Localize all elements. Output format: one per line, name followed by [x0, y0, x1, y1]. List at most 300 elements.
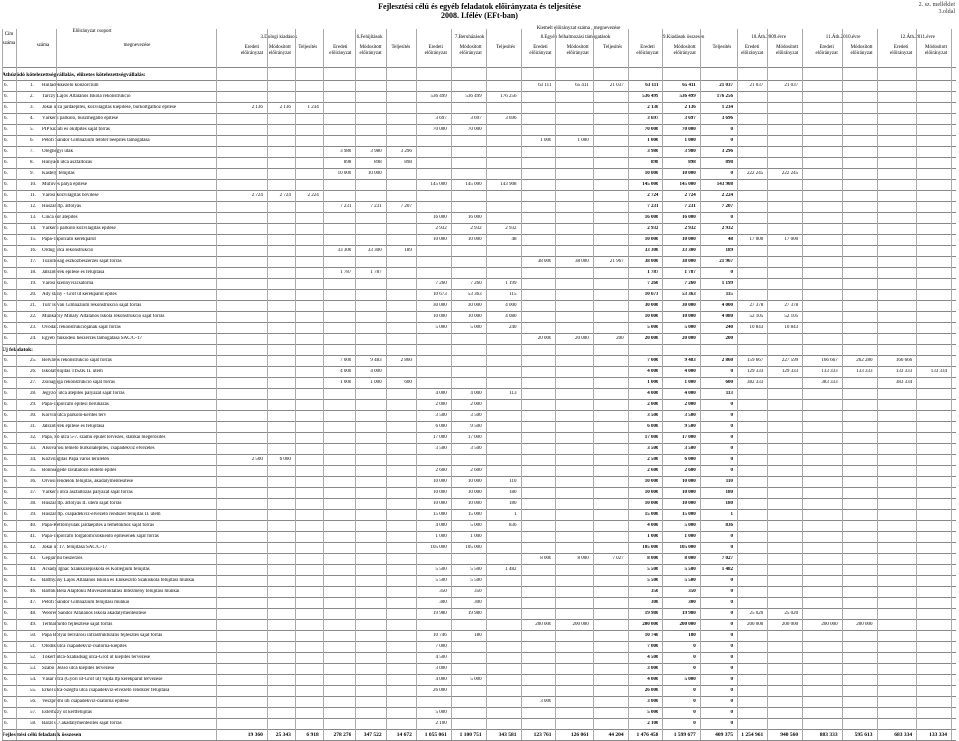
cell-g9-0: 2 932	[647, 226, 659, 231]
cell-g9-0: 10 746	[644, 633, 659, 638]
cell-g9-0: 19 980	[644, 611, 659, 616]
col-head-megnevezes: megnevezése	[123, 43, 151, 48]
row-number: 45.	[30, 578, 37, 583]
cell-g9-0: 7 000	[647, 358, 659, 363]
row-number: 41.	[30, 534, 37, 539]
annex-line-2: 3.oldal	[938, 9, 955, 15]
row-description: Közvilágítás Pápa város területén	[42, 457, 110, 462]
cell-a9-0: 129 333	[746, 369, 764, 374]
row-cim: 6.	[4, 435, 8, 440]
cell-g6-2: 7 207	[400, 204, 412, 209]
row-cim: 6.	[4, 83, 8, 88]
group-head-2009: 10.Áth.2009.évre	[751, 35, 787, 40]
col-subhead: Teljesítés	[496, 45, 515, 50]
row-description: Egyéb működési beszerzés támogatása SAC/C-17	[42, 336, 142, 341]
row-number: 30.	[30, 413, 37, 418]
cell-g9-0: 200 000	[642, 622, 659, 627]
row-cim: 6.	[4, 182, 8, 187]
row-description: Városi közvilágítás bővítése	[42, 193, 99, 198]
cell-g3-2: 2 224	[307, 193, 319, 198]
cell-g9-1: 10 000	[681, 171, 696, 176]
row-number: 28.	[30, 391, 37, 396]
cell-g9-0: 1 787	[647, 270, 659, 275]
row-cim: 6.	[4, 699, 8, 704]
group-head-2010: 11.Áth.2010.évre	[825, 35, 861, 40]
cell-g9-0: 4 000	[647, 369, 659, 374]
cell-g9-0: 10 673	[644, 292, 659, 297]
cell-g6-1: 898	[374, 160, 382, 165]
annex-line-1: 2. sz. melléklet	[918, 2, 955, 8]
col-subhead: Módosított előirányzat	[268, 45, 291, 56]
cell-g9-1: 10 000	[681, 501, 696, 506]
group-head-3: 3.Dologi kiadások	[260, 35, 298, 40]
row-description: Hunyadi utca aszfaltozás	[42, 160, 92, 165]
col-subhead: Módosított előirányzat	[775, 45, 799, 56]
cell-g7-0: 5 500	[435, 578, 447, 583]
cell-g9-1: 10 000	[681, 479, 696, 484]
cell-g9-1: 5 000	[684, 677, 696, 682]
cell-g9-0: 4 000	[647, 391, 659, 396]
row-number: 26.	[30, 369, 37, 374]
cell-g9-2: 180	[725, 501, 733, 506]
cell-g7-1: 16 000	[467, 215, 482, 220]
cell-g6-2: 189	[404, 248, 412, 253]
col-subhead: Módosított előirányzat	[566, 45, 589, 56]
cell-g7-0: 2 100	[435, 721, 447, 726]
row-number: 38.	[30, 501, 37, 506]
cell-g8-0: 200 000	[535, 622, 552, 627]
cell-g9-0: 3 500	[647, 446, 659, 451]
cell-g9-2: 48	[727, 237, 733, 242]
cell-g7-1: 19 980	[467, 611, 482, 616]
cell-a11-0: 383 334	[895, 380, 913, 385]
cell-g9-1: 38 000	[681, 259, 696, 264]
cell-g9-1: 15 000	[681, 512, 696, 517]
cell-g7-1: 180	[474, 633, 482, 638]
cell-a9-0: 27 378	[749, 303, 764, 308]
cell-g9-2: 0	[730, 600, 733, 605]
cell-g9-0: 145 000	[642, 182, 659, 187]
cell-g9-2: 0	[730, 127, 733, 132]
cell-g9-1: 0	[693, 710, 696, 715]
cell-g9-0: 6 000	[647, 424, 659, 429]
cell-g7-0: 105 000	[430, 545, 447, 550]
row-number: 20.	[30, 292, 37, 297]
cell-g7-0: 1 000	[435, 534, 447, 539]
cell-g9-1: 1 000	[684, 380, 696, 385]
cell-g9-2: 0	[730, 457, 733, 462]
row-description: Pápa-Tapolcafő forgalomcsökkentő építésének saját forrás	[42, 534, 159, 539]
col-subhead: Teljesítés	[712, 45, 732, 50]
cell-g9-1: 7 231	[684, 204, 696, 209]
col-subhead: Eredeti előirányzat	[240, 45, 264, 56]
cell-g9-1: 2 932	[684, 226, 696, 231]
row-description: Türr István Gimnázium rekonstrukció saját forrás	[42, 303, 142, 308]
cell-g8-2: 7 027	[612, 556, 624, 561]
col-subhead: Eredeti előirányzat	[424, 45, 447, 56]
cell-g7-0: 6 000	[435, 424, 447, 429]
row-description: Várkerti parkoló, buszmegálló építése	[42, 116, 119, 121]
row-description: Huszár ltp. átfolyás	[42, 204, 82, 209]
row-description: Pápa Bólyai belvárosi infrastrukturális fejlesztés saját forrás	[42, 633, 163, 638]
cell-g9-2: 176 256	[716, 94, 733, 99]
column-rule	[916, 29, 917, 740]
row-number: 29.	[30, 402, 37, 407]
cell-g6-2: 3 296	[400, 149, 412, 154]
row-description: Jegyzői utca átépítés pályázat saját forrás	[42, 391, 125, 396]
row-number: 31.	[30, 424, 37, 429]
cell-g7-1: 10 000	[467, 314, 482, 319]
cell-g9-2: 600	[725, 380, 733, 385]
row-description: Iskolafelújítás TISZK II. ütem	[42, 369, 103, 374]
group-head-9: 9.Kiadások összesen	[663, 35, 705, 40]
cell-g7-0: 4 000	[435, 677, 447, 682]
cell-g7-1: 5 000	[470, 677, 482, 682]
row-description: Vásár utca (Győri út-Gróf út) Vajda ltp kerékpárút tervezése	[42, 677, 163, 682]
total-g9-2: 409 375	[715, 732, 733, 738]
cell-g9-0: 38 000	[644, 259, 659, 264]
cell-g9-2: 898	[725, 160, 733, 165]
cell-g9-2: 7 207	[721, 204, 733, 209]
row-description: Tűzoltóság eszközbeszerzés saját forrás	[42, 259, 122, 264]
cell-g6-1: 1 000	[370, 380, 382, 385]
row-description: Erkel utca-Szegfű utca csapadékvíz-elvezető rendszer felújítása	[42, 688, 170, 693]
row-cim: 6.	[4, 391, 8, 396]
cell-g9-1: 3 500	[684, 446, 696, 451]
cell-g9-0: 3 980	[647, 149, 659, 154]
cell-g7-0: 30 000	[433, 303, 447, 308]
cell-g3-1: 2 724	[279, 193, 291, 198]
row-number: 11.	[30, 193, 37, 198]
cell-a9-1: 27 378	[784, 303, 799, 308]
row-cim: 6.	[4, 567, 8, 572]
cell-g9-2: 836	[725, 523, 733, 528]
cell-g3-0: 2 500	[251, 457, 263, 462]
cell-g7-1: 105 000	[465, 545, 482, 550]
row-number: 51.	[30, 644, 37, 649]
cell-g9-1: 145 000	[679, 182, 696, 187]
row-cim: 6.	[4, 589, 8, 594]
cell-a11-1: 133 334	[930, 369, 948, 374]
cell-g9-2: 0	[730, 677, 733, 682]
row-number: 5.	[30, 127, 34, 132]
cell-g7-1: 536 499	[465, 94, 482, 99]
cell-g9-0: 2 100	[647, 721, 659, 726]
cell-g6-0: 4 000	[340, 369, 352, 374]
cell-g9-2: 3 296	[721, 149, 733, 154]
row-number: 3.	[30, 105, 34, 110]
cell-g9-2: 115	[725, 292, 733, 297]
row-cim: 6.	[4, 578, 8, 583]
col-subhead: Eredeti előirányzat	[890, 45, 913, 56]
row-description: Pápa-Tapolcafő építési beruházás	[42, 402, 109, 407]
row-cim: 6.	[4, 501, 8, 506]
cell-g7-2: 110	[509, 479, 517, 484]
cell-g9-0: 15 000	[644, 512, 659, 517]
cell-g6-0: 1 000	[340, 380, 352, 385]
cell-g9-2: 0	[730, 622, 733, 627]
row-cim: 6.	[4, 402, 8, 407]
cell-a9-1: 222 245	[781, 171, 799, 176]
cell-g7-0: 19 980	[433, 611, 447, 616]
col-head-szama2: száma	[36, 43, 50, 48]
cell-g7-0: 145 000	[430, 182, 447, 187]
cell-a10-1: 262 280	[856, 358, 873, 363]
row-number: 34.	[30, 457, 37, 462]
total-a11-0: 683 334	[894, 732, 913, 738]
cell-g9-1: 3 697	[684, 116, 696, 121]
cell-g7-0: 10 000	[433, 501, 447, 506]
row-description: Bonnsegéde ravatalozó előtető építés	[42, 468, 117, 473]
row-description: Korvin utca parkoló-kerítés terv	[42, 413, 107, 418]
header-rule	[2, 67, 956, 68]
cell-g8-1: 200 000	[572, 622, 589, 627]
row-cim: 6.	[4, 446, 8, 451]
cell-g9-0: 10 000	[644, 237, 659, 242]
cell-g7-2: 1 199	[505, 281, 517, 286]
row-number: 8.	[30, 160, 34, 165]
row-cim: 6.	[4, 457, 8, 462]
column-rule	[267, 29, 268, 740]
column-rule	[737, 29, 738, 740]
column-rule	[877, 29, 878, 740]
row-description: Munkácsy Mihály Általános Iskola rekonstrukció saját forrás	[42, 314, 165, 319]
cell-g9-0: 10 000	[644, 501, 659, 506]
cell-g9-2: 1 482	[721, 567, 733, 572]
cell-g9-1: 5 000	[684, 523, 696, 528]
cell-g9-0: 3 000	[647, 666, 659, 671]
column-rule	[486, 29, 487, 740]
row-cim: 6.	[4, 380, 8, 385]
cell-g9-0: 10 000	[644, 490, 659, 495]
cell-g9-2: 0	[730, 633, 733, 638]
cell-g9-2: 0	[730, 655, 733, 660]
cell-g7-2: 180	[509, 490, 517, 495]
cell-a10-0: 383 333	[821, 380, 838, 385]
cell-g9-0: 5 000	[647, 710, 659, 715]
cell-g9-1: 2 136	[684, 105, 696, 110]
cell-a9-0: 382 333	[746, 380, 764, 385]
column-rule	[951, 29, 952, 740]
row-number: 58.	[30, 721, 37, 726]
cell-g9-0: 3 000	[647, 699, 659, 704]
cell-g7-0: 5 000	[435, 325, 447, 330]
row-cim: 6.	[4, 292, 8, 297]
cell-g6-0: 898	[343, 160, 352, 165]
cell-g9-1: 3 980	[684, 149, 696, 154]
cell-g9-0: 7 260	[647, 281, 659, 286]
cell-g7-0: 536 499	[430, 94, 447, 99]
cell-g7-0: 4 000	[435, 391, 447, 396]
cell-g8-0: 8 000	[540, 556, 552, 561]
row-number: 6.	[30, 138, 34, 143]
cell-g9-2: 0	[730, 402, 733, 407]
row-number: 44.	[30, 567, 37, 572]
cell-g9-1: 70 000	[681, 127, 696, 132]
cell-g9-0: 5 500	[647, 567, 659, 572]
column-rule	[323, 29, 324, 740]
row-number: 50.	[30, 633, 37, 638]
row-number: 12.	[30, 204, 37, 209]
row-cim: 6.	[4, 622, 8, 627]
cell-g9-0: 10 000	[644, 314, 659, 319]
cell-g7-1: 2 600	[470, 468, 482, 473]
cell-g9-2: 0	[730, 699, 733, 704]
cell-g9-2: 143 908	[716, 182, 733, 187]
cell-g9-2: 0	[730, 721, 733, 726]
cell-g7-2: 4 080	[505, 314, 517, 319]
row-number: 43.	[30, 556, 37, 561]
cell-g7-0: 300	[439, 600, 447, 605]
total-g3-2: 6 918	[306, 732, 319, 738]
row-number: 36.	[30, 479, 37, 484]
cell-g9-2: 2 860	[721, 358, 733, 363]
cell-g9-1: 2 000	[684, 402, 696, 407]
cell-g9-1: 17 000	[681, 435, 696, 440]
column-rule	[593, 29, 594, 740]
col-subhead: Eredeti előirányzat	[529, 45, 552, 56]
cell-g9-0: 105 000	[642, 545, 659, 550]
cell-g7-1: 10 000	[467, 479, 482, 484]
cell-a9-0: 10 843	[749, 325, 764, 330]
row-cim: 6.	[4, 633, 8, 638]
cell-g9-2: 4 000	[721, 303, 733, 308]
cell-g7-0: 15 000	[433, 512, 447, 517]
cell-g9-0: 2 724	[647, 193, 659, 198]
cell-g7-1: 1 000	[470, 534, 482, 539]
cell-g9-0: 20 000	[644, 336, 659, 341]
total-g7-0: 1 055 061	[424, 732, 447, 738]
cell-g9-1: 53 363	[681, 292, 696, 297]
cell-g9-2: 0	[730, 270, 733, 275]
total-g8-0: 123 761	[533, 732, 552, 738]
row-description: Acsády Ignác Szakközépiskola és Kollégium felújítás	[42, 567, 150, 572]
cell-g6-0: 3 980	[340, 149, 352, 154]
cell-g7-0: 3 500	[435, 446, 447, 451]
cell-a9-1: 200 000	[781, 622, 799, 627]
row-number: 46.	[30, 589, 37, 594]
column-rule	[842, 29, 843, 740]
cell-g7-1: 7 260	[470, 281, 482, 286]
cell-g6-0: 33 300	[337, 248, 352, 253]
cell-g9-2: 0	[730, 644, 733, 649]
cell-g9-1: 4 000	[684, 369, 696, 374]
row-cim: 6.	[4, 336, 8, 341]
cell-g7-0: 3 500	[435, 413, 447, 418]
column-rule	[355, 29, 356, 740]
cell-g9-1: 350	[688, 589, 696, 594]
cell-g7-1: 3 500	[470, 446, 482, 451]
cell-g9-0: 3 697	[647, 116, 659, 121]
cell-g6-0: 7 231	[340, 204, 352, 209]
row-description: Veszprémi úti csapadékvíz-csatorna építése	[42, 699, 129, 704]
row-cim: 6.	[4, 556, 8, 561]
cell-g7-1: 10 000	[467, 237, 482, 242]
row-description: Városi szennyvízcsatorna	[42, 281, 94, 286]
cell-g9-2: 189	[725, 248, 733, 253]
cell-g9-1: 33 300	[681, 248, 696, 253]
annex-label	[919, 2, 955, 16]
row-description: Ady stány - Gróf út kerékpárút építés	[42, 292, 117, 297]
cell-g7-0: 4 500	[435, 655, 447, 660]
cell-g9-2: 0	[730, 413, 733, 418]
row-number: 48.	[30, 611, 37, 616]
cell-g6-2: 600	[404, 380, 412, 385]
cell-g7-1: 5 500	[470, 567, 482, 572]
cell-g9-1: 10 000	[681, 237, 696, 242]
col-subhead: Módosított előirányzat	[924, 45, 948, 56]
cell-a10-1: 133 333	[856, 369, 873, 374]
cell-g9-2: 0	[730, 468, 733, 473]
row-number: 49.	[30, 622, 37, 627]
cell-g9-0: 2 600	[647, 468, 659, 473]
cell-g9-2: 0	[730, 424, 733, 429]
cell-g7-1: 5 000	[470, 523, 482, 528]
cell-g7-0: 4 000	[435, 523, 447, 528]
column-rule	[386, 29, 387, 740]
cell-a11-0: 166 666	[895, 358, 913, 363]
row-cim: 6.	[4, 424, 8, 429]
row-cim: 6.	[4, 138, 8, 143]
cell-g9-2: 110	[725, 479, 733, 484]
row-cim: 6.	[4, 204, 8, 209]
col-subhead: Eredeti előirányzat	[815, 45, 838, 56]
cell-a10-1: 200 000	[856, 622, 873, 627]
cell-g7-0: 16 000	[433, 215, 447, 220]
cell-g9-2: 0	[730, 710, 733, 715]
cell-g9-2: 1 199	[721, 281, 733, 286]
row-description: Játszóterek építése és felújítása	[42, 424, 105, 429]
row-description: Bartók Béla Alapfokú Művészetoktatási Intézmény felújítási munkái	[42, 589, 180, 594]
group-head-7: 7.Beruházások	[454, 35, 485, 40]
row-description: Szabó Dezső utca kiépítés tervezése	[42, 666, 115, 671]
row-number: 16.	[30, 248, 37, 253]
cell-a9-0: 200 000	[746, 622, 764, 627]
row-description: Pápa, Fő utca 5-7. számú épület tervezés, statikai megerősítés	[42, 435, 166, 440]
column-rule	[628, 29, 629, 740]
cell-g9-1: 0	[693, 721, 696, 726]
row-number: 39.	[30, 512, 37, 517]
row-number: 57.	[30, 710, 37, 715]
row-cim: 6.	[4, 534, 8, 539]
column-rule	[700, 29, 701, 740]
cell-g9-0: 1 000	[647, 534, 659, 539]
cell-g3-1: 2 136	[279, 105, 291, 110]
cell-g8-2: 21 037	[609, 83, 624, 88]
row-number: 24.	[30, 336, 37, 341]
row-cim: 6.	[4, 270, 8, 275]
row-cim: 6.	[4, 358, 8, 363]
cell-a9-0: 222 245	[746, 171, 764, 176]
row-number: 9.	[30, 171, 34, 176]
cell-g9-1: 0	[693, 666, 696, 671]
total-row	[2, 729, 956, 741]
column-rule	[216, 29, 217, 740]
column-rule	[802, 29, 803, 740]
row-description: Petőfi Sándor Gimnázium felújítási munkái	[42, 600, 130, 605]
row-cim: 6.	[4, 193, 8, 198]
row-cim: 6.	[4, 171, 8, 176]
row-description: Játszóterek építése és felújítása	[42, 270, 105, 275]
column-rule	[767, 29, 768, 740]
row-number: 54.	[30, 677, 37, 682]
row-cim: 6.	[4, 523, 8, 528]
cell-g9-2: 0	[730, 171, 733, 176]
cell-g6-2: 898	[404, 160, 412, 165]
cell-g7-0: 7 000	[435, 644, 447, 649]
cell-g9-0: 10 000	[644, 171, 659, 176]
column-rule	[555, 29, 556, 740]
